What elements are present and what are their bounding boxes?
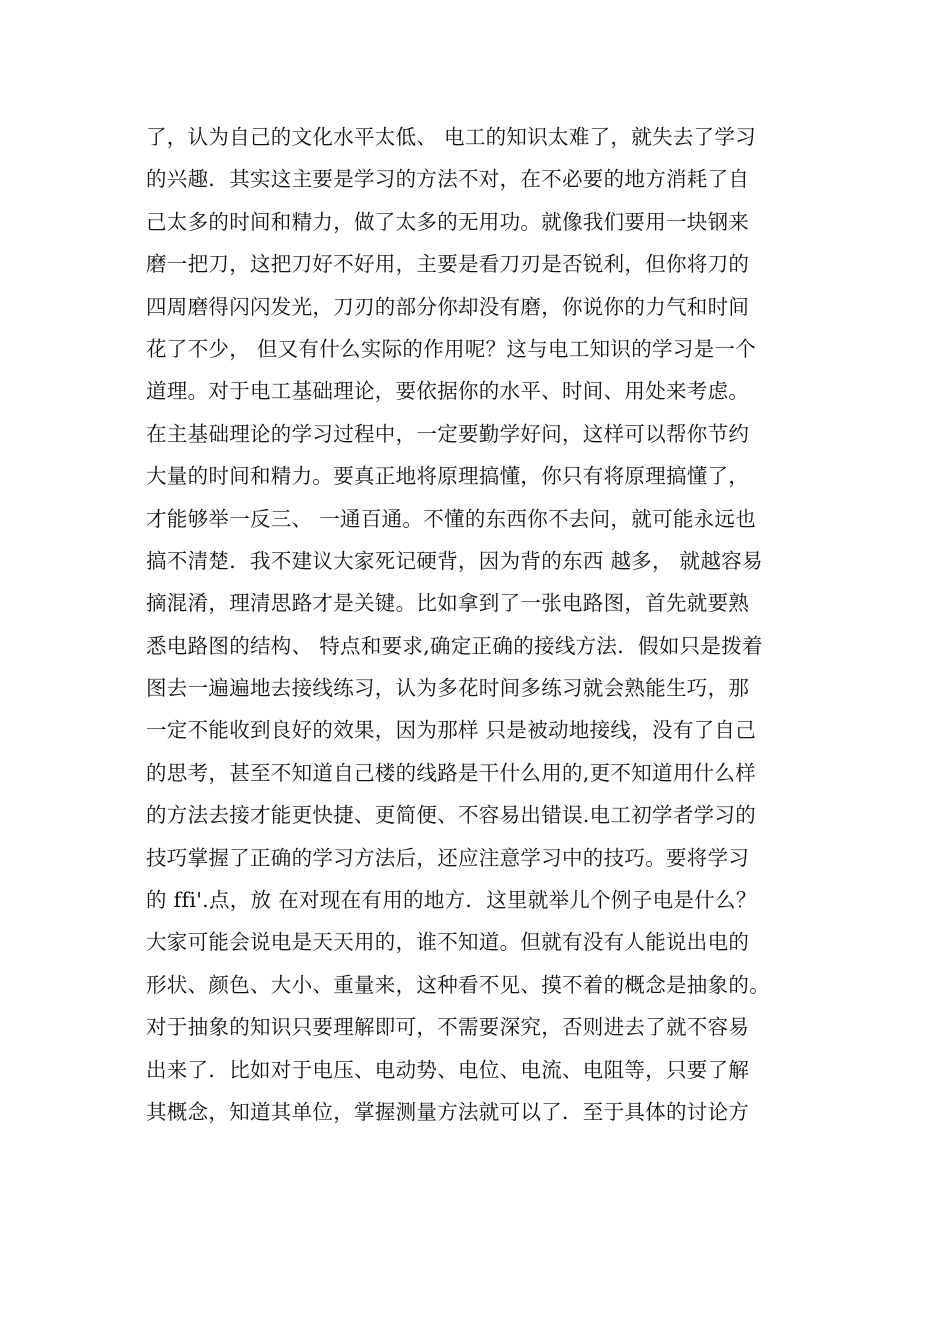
text-line: 出来了．比如对于电压、电动势、电位、电流、电阻等，只要了解 bbox=[146, 1057, 750, 1082]
text-line: 搞不清楚．我不建议大家死记硬背，因为背的东西 越多， 就越容易 bbox=[146, 548, 763, 573]
text-line: 一定不能收到良好的效果，因为那样 只是被动地接线，没有了自己 bbox=[146, 718, 757, 743]
text-line: 的兴趣．其实这主要是学习的方法不对，在不必要的地方消耗了自 bbox=[146, 167, 750, 192]
text-line: 悉电路图的结构、 特点和要求,确定正确的接线方法．假如只是拨着 bbox=[146, 633, 763, 658]
text-line: 四周磨得闪闪发光，刀刃的部分你却没有磨，你说你的力气和时间 bbox=[146, 294, 750, 319]
text-line: 了，认为自己的文化水平太低、 电工的知识太难了，就失去了学习 bbox=[146, 125, 757, 149]
text-line: 才能够举一反三、 一通百通。不懂的东西你不去问，就可能永远也 bbox=[146, 506, 757, 531]
text-line: 图去一遍遍地去接线练习，认为多花时间多练习就会熟能生巧，那 bbox=[146, 676, 750, 701]
text-line: 大家可能会说电是天天用的，谁不知道。但就有没有人能说出电的 bbox=[146, 930, 750, 955]
text-line: 的方法去接才能更快捷、更简便、不容易出错误.电工初学者学习的 bbox=[146, 803, 757, 828]
text-line: 的思考，甚至不知道自己楼的线路是干什么用的,更不知道用什么样 bbox=[146, 760, 757, 785]
text-line: 磨一把刀，这把刀好不好用，主要是看刀刃是否锐利，但你将刀的 bbox=[146, 252, 750, 277]
text-line: 其概念，知道其单位，掌握测量方法就可以了．至于具体的讨论方 bbox=[146, 1099, 750, 1124]
text-line: 的 ffi'.点，放 在对现在有用的地方．这里就举儿个例子电是什么？ bbox=[146, 888, 757, 913]
text-line: 花了不少， 但又有什么实际的作用呢？这与电工知识的学习是一个 bbox=[146, 336, 757, 361]
text-line: 摘混淆，理清思路才是关键。比如拿到了一张电路图，首先就要熟 bbox=[146, 591, 750, 616]
text-line: 道理。对于电工基础理论，要依据你的水平、时间、用处来考虑。 bbox=[146, 379, 750, 404]
text-line: 大量的时间和精力。要真正地将原理搞懂，你只有将原理搞懂了， bbox=[146, 464, 750, 489]
body-text bbox=[146, 116, 826, 1133]
text-line: 己太多的时间和精力，做了太多的无用功。就像我们要用一块钢来 bbox=[146, 209, 750, 234]
text-line: 形状、颜色、大小、重量来，这种看不见、摸不着的概念是抽象的。 bbox=[146, 972, 770, 997]
text-line: 在主基础理论的学习过程中，一定要勤学好问，这样可以帮你节约 bbox=[146, 421, 750, 446]
text-line: 技巧掌握了正确的学习方法后，还应注意学习中的技巧。要将学习 bbox=[146, 845, 750, 870]
text-line: 对于抽象的知识只要理解即可，不需要深究，否则进去了就不容易 bbox=[146, 1015, 750, 1040]
